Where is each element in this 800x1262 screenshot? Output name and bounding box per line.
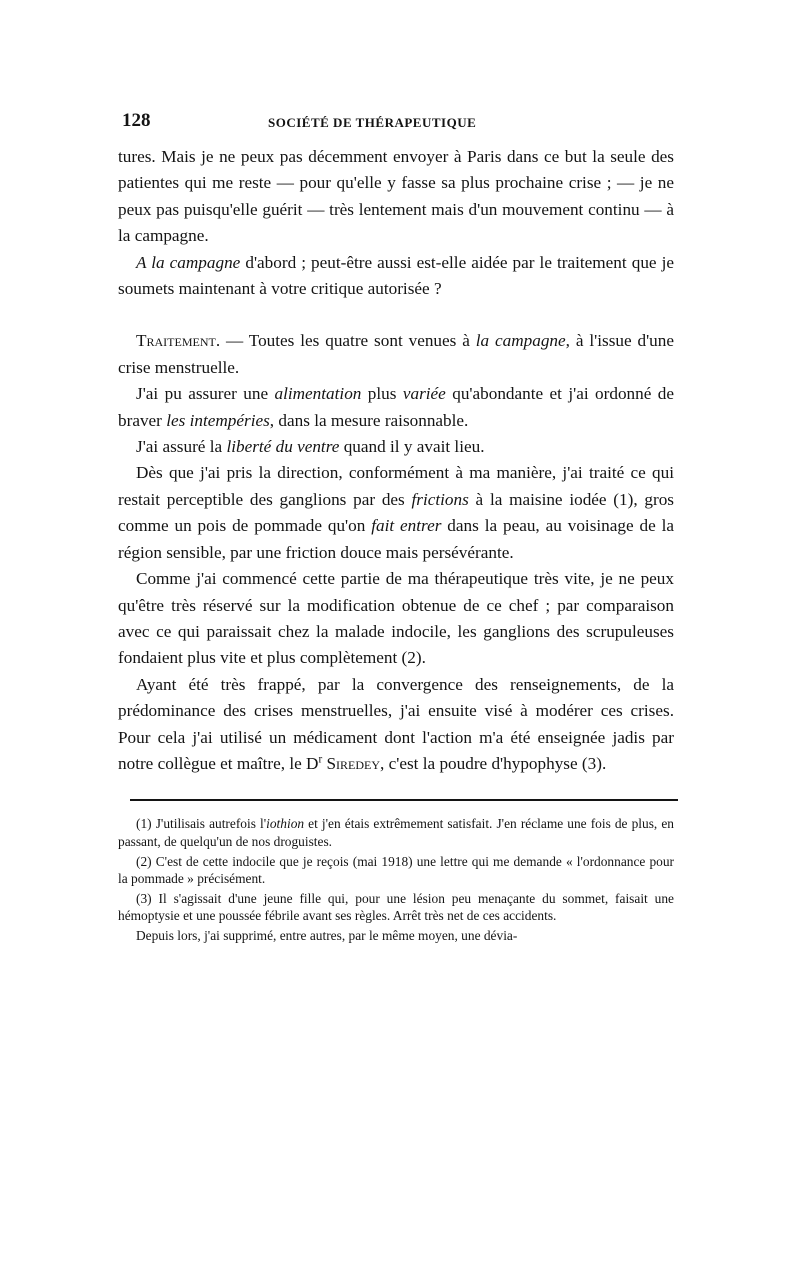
emphasis: iothion (266, 816, 305, 832)
footnotes (118, 815, 674, 944)
paragraph-alimentation: J'ai pu assurer une alimentation plus variée qu'abondante et j'ai ordonné de braver les intempéries, dans la mesure raisonnable. (118, 384, 674, 430)
paragraph-traitement: Traitement. — Toutes les quatre sont venues à la campagne, à l'issue d'une crise menstruelle. (118, 331, 675, 377)
emphasis: A la campagne (136, 252, 241, 272)
paragraph-campagne: A la campagne d'abord ; peut-être aussi est-elle aidée par le traitement que je soumets maintenant à votre critique autorisée ? (118, 252, 674, 299)
paragraph-frictions: Dès que j'ai pris la direction, conformément à ma manière, j'ai traité ce qui restait perceptible des ganglions par des frictions à la maisine iodée (1), gros comme un pois de pommade qu'on fait entrer dans la peau, au voisinage de la région sensible, par une friction douce mais persévérante. (118, 463, 675, 562)
main-text (118, 144, 674, 777)
paragraph-therapeutique: Comme j'ai commencé cette partie de ma thérapeutique très vite, je ne peux qu'être très réservé sur la modification obtenue de ce chef ; par comparaison avec ce qui paraissait chez la malade indocile, les ganglions des scrupuleuses fondaient plus vite et plus complètement (2). (118, 569, 674, 668)
page-header (118, 110, 674, 144)
emphasis: liberté du ventre (226, 437, 340, 457)
emphasis: variée (402, 384, 446, 404)
paragraph-hypophyse: Ayant été très frappé, par la convergence des renseignements, de la prédominance des crises menstruelles, j'ai ensuite visé à modérer ces crises. Pour cela j'ai utilisé un médicament dont l'action m'a été enseignée jadis par notre collègue et maître, le $D^r$ Siredey, c'est la poudre d'hypophyse (3). (118, 674, 674, 773)
emphasis: fait entrer (371, 516, 442, 536)
emphasis: les intempéries (166, 410, 270, 430)
footnote-2: (2) C'est de cette indocile que je reçois (mai 1918) une lettre qui me demande « l'ordonnance pour la pommade » précisément. (118, 853, 674, 887)
page-number: 128 (122, 110, 151, 131)
paragraph-liberte: J'ai assuré la liberté du ventre quand il y avait lieu. (136, 437, 485, 457)
emphasis: alimentation (274, 384, 362, 404)
footnote-1: (1) J'utilisais autrefois l'iothion et j'en étais extrêmement satisfait. J'en réclame une fois de plus, en passant, de quelqu'un de nos droguistes. (118, 816, 674, 849)
emphasis: la campagne (475, 331, 566, 351)
running-title: SOCIÉTÉ DE THÉRAPEUTIQUE (268, 115, 477, 130)
book-page (118, 110, 674, 947)
emphasis: frictions (411, 489, 469, 509)
footnote-divider (130, 799, 678, 801)
footnote-3-continued: Depuis lors, j'ai supprimé, entre autres, par le même moyen, une dévia- (136, 927, 518, 943)
paragraph-continuation: tures. Mais je ne peux pas décemment envoyer à Paris dans ce but la seule des patientes qui me reste — pour qu'elle y fasse sa plus prochaine crise ; — je ne peux pas puisqu'elle guérit — très lentement mais d'un mouvement continu — à la campagne. (118, 147, 674, 246)
author-name: Siredey (322, 753, 381, 773)
section-heading: Traitement. (136, 331, 221, 351)
footnote-3: (3) Il s'agissait d'une jeune fille qui, pour une lésion peu menaçante du sommet, faisait une hémoptysie et une poussée fébrile avant ses règles. Arrêt très net de ces accidents. (118, 890, 674, 924)
